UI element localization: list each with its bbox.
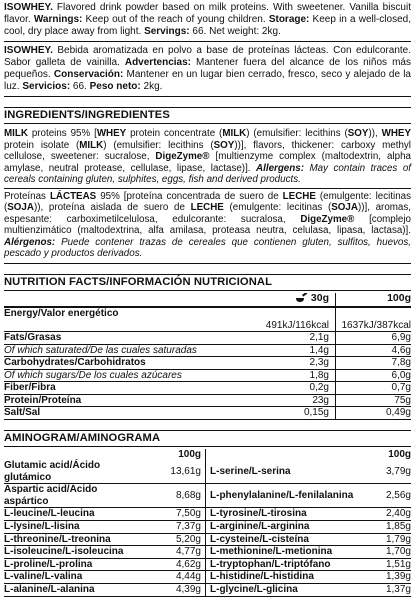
- aminogram-row: [4, 484, 411, 508]
- amino-acid-name: L-glycine/L-glicina: [206, 584, 366, 597]
- aminogram-row: [4, 521, 411, 534]
- amino-acid-name: L-threonine/L-treonina: [4, 533, 144, 546]
- ingredients-title: INGREDIENTS/INGREDIENTES: [4, 109, 170, 121]
- nutrition-row: [4, 357, 411, 370]
- amino-acid-value: 1,39g: [365, 571, 411, 584]
- nutrient-value-100g: 6,0g: [336, 369, 412, 382]
- nutrient-label: Fiber/Fibra: [4, 382, 239, 395]
- nutrient-value-100g: 75g: [336, 394, 412, 407]
- amino-acid-name: L-leucine/L-leucina: [4, 508, 144, 521]
- amino-acid-value: 2,56g: [365, 484, 411, 508]
- amino-acid-name: L-proline/L-prolina: [4, 558, 144, 571]
- nutrient-value-serving: 23g: [239, 394, 336, 407]
- nutrition-row: [4, 320, 411, 332]
- amino-acid-name: L-lysine/L-lisina: [4, 521, 144, 534]
- nutrition-row: [4, 407, 411, 420]
- divider: [4, 263, 411, 264]
- aminogram-col-header-2: 100g: [388, 448, 411, 460]
- serving-column-header: 30g: [310, 291, 329, 304]
- amino-acid-value: 4,44g: [144, 571, 206, 584]
- nutrient-value-serving: 0,15g: [239, 407, 336, 420]
- amino-acid-name: L-isoleucine/L-isoleucina: [4, 546, 144, 559]
- nutrient-value-serving: 1,4g: [239, 344, 336, 357]
- nutrient-value-100g: 0,49g: [336, 407, 412, 420]
- nutrition-table: [4, 293, 411, 309]
- nutrition-row: [4, 369, 411, 382]
- aminogram-row: [4, 546, 411, 559]
- amino-acid-name: L-cysteine/L-cisteína: [206, 533, 366, 546]
- nutrient-value-serving: [239, 308, 336, 320]
- aminogram-row: [4, 508, 411, 521]
- amino-acid-name: L-alanine/L-alanina: [4, 584, 144, 597]
- amino-acid-value: 13,61g: [144, 460, 206, 484]
- amino-acid-value: 7,37g: [144, 521, 206, 534]
- aminogram-row: [4, 558, 411, 571]
- nutrient-value-serving: 2,3g: [239, 357, 336, 370]
- amino-acid-value: 5,20g: [144, 533, 206, 546]
- divider: [4, 107, 411, 108]
- amino-acid-name: Glutamic acid/Ácido glutámico: [4, 460, 144, 484]
- amino-acid-value: 4,77g: [144, 546, 206, 559]
- amino-acid-value: 1,37g: [365, 584, 411, 597]
- amino-acid-name: L-arginine/L-arginina: [206, 521, 366, 534]
- amino-acid-name: L-histidine/L-histidina: [206, 571, 366, 584]
- nutrient-value-serving: 2,1g: [239, 332, 336, 345]
- amino-acid-value: 3,79g: [365, 460, 411, 484]
- nutrient-value-serving: 1,8g: [239, 369, 336, 382]
- aminogram-title: AMINOGRAM/AMINOGRAMA: [4, 431, 161, 444]
- divider: [4, 96, 411, 97]
- divider: [4, 274, 411, 275]
- nutrition-row: [4, 394, 411, 407]
- aminogram-col-header: 100g: [144, 449, 206, 461]
- nutrient-label: [4, 320, 239, 332]
- ingredients-spanish: Proteínas LÁCTEAS 95% [proteína concentrada de suero de LECHE (emulgente: lecitinas (SOJA)), proteína aislada de suero de LECHE (emulgente: lecitinas (SOJA))], aromas, espesante: carboximetilcelulosa, edulcorante: sucralosa, DigeZyme® [complejo multienzimático (maltodextrina, alfa amilasa, proteasa neutra, celulasa, lipasa, lactasa)]. Alérgenos: Puede contener trazas de cereales que contienen gluten, sulfitos, huevos, pescado y productos derivados.: [4, 190, 412, 259]
- scoop-icon: [295, 293, 308, 303]
- divider: [4, 123, 411, 124]
- spanish-description: ISOWHEY. Bebida aromatizada en polvo a base de proteínas lácteas. Con edulcorante. Sabor galleta de vainilla. Advertencias: Mantener fuera del alcance de los niños más pequeños. Conservación: Mantener en un lugar bien cerrado, fresco, seco y alejado de la luz. Servicios: 66. Peso neto: 2kg.: [4, 45, 411, 92]
- amino-acid-value: 4,39g: [144, 584, 206, 597]
- amino-acid-value: 1,85g: [365, 521, 411, 534]
- amino-acid-name: L-methionine/L-metionina: [206, 546, 366, 559]
- 100g-column-header: 100g: [387, 291, 411, 304]
- nutrient-value-100g: 0,7g: [336, 382, 412, 395]
- nutrition-rows: [4, 308, 411, 420]
- amino-acid-name: L-valine/L-valina: [4, 571, 144, 584]
- nutrient-label: Salt/Sal: [4, 407, 239, 420]
- aminogram-header-row: [4, 449, 411, 461]
- amino-acid-name: L-tyrosine/L-tirosina: [206, 508, 366, 521]
- nutrient-label: Protein/Proteína: [4, 394, 239, 407]
- amino-acid-value: 1,70g: [365, 546, 411, 559]
- amino-acid-value: 1,51g: [365, 558, 411, 571]
- divider: [4, 446, 411, 447]
- nutrition-row: [4, 308, 411, 320]
- brand-name: ISOWHEY.: [4, 2, 53, 13]
- aminogram-row: [4, 571, 411, 584]
- ingredients-english: MILK proteins 95% [WHEY protein concentrate (MILK) (emulsifier: lecithins (SOY)), WHEY protein isolate (MILK) (emulsifier: lecithins (SOY))], flavors, thickener: carboxy methyl cellulose, sweetener: sucralose, DigeZyme® [multienzyme complex (maltodextrin, alpha amylase, neutral protease, cellulase, lipase, lactase)]. Allergens: May contain traces of cereals containing gluten, sulphites, eggs, fish and derived products.: [4, 128, 412, 185]
- nutrient-value-100g: 1637kJ/387kcal: [336, 320, 412, 332]
- amino-acid-value: 7,50g: [144, 508, 206, 521]
- aminogram-row: [4, 460, 411, 484]
- nutrient-value-serving: 491kJ/116kcal: [239, 320, 336, 332]
- divider: [4, 290, 411, 291]
- aminogram-table: [4, 449, 411, 597]
- nutrient-value-100g: 6,9g: [336, 332, 412, 345]
- amino-acid-value: 4,62g: [144, 558, 206, 571]
- brand-name-es: ISOWHEY.: [4, 45, 53, 56]
- nutrient-value-100g: 4,6g: [336, 344, 412, 357]
- aminogram-row: [4, 584, 411, 597]
- nutrition-header-row: [4, 293, 411, 305]
- amino-acid-name: L-phenylalanine/L-fenilalanina: [206, 484, 366, 508]
- nutrient-value-serving: 0,2g: [239, 382, 336, 395]
- amino-acid-name: L-tryptophan/L-triptófano: [206, 558, 366, 571]
- nutrient-label: Of which sugars/De los cuales azúcares: [4, 369, 239, 382]
- divider: [4, 430, 411, 431]
- amino-acid-value: 1,79g: [365, 533, 411, 546]
- amino-acid-value: 2,40g: [365, 508, 411, 521]
- divider: [4, 188, 411, 189]
- nutrition-row: [4, 332, 411, 345]
- nutrient-label: Carbohydrates/Carbohidratos: [4, 357, 239, 370]
- amino-acid-value: 8,68g: [144, 484, 206, 508]
- nutrition-row: [4, 382, 411, 395]
- nutrient-value-100g: 7,8g: [336, 357, 412, 370]
- nutrient-label: Fats/Grasas: [4, 332, 239, 345]
- nutrient-value-100g: [336, 308, 412, 320]
- nutrient-label: Energy/Valor energético: [4, 308, 119, 319]
- nutrition-row: [4, 344, 411, 357]
- amino-acid-name: Aspartic acid/Ácido aspártico: [4, 484, 144, 508]
- amino-acid-name: L-serine/L-serina: [206, 460, 366, 484]
- aminogram-row: [4, 533, 411, 546]
- nutrition-title: NUTRITION FACTS/INFORMACIÓN NUTRICIONAL: [4, 275, 273, 288]
- english-description: ISOWHEY. Flavored drink powder based on milk proteins. With sweetener. Vanilla biscuit flavor. Warnings: Keep out of the reach of young children. Storage: Keep in a well-closed, cool, dry place away from light. Servings: 66. Net weight: 2kg.: [4, 2, 411, 37]
- nutrient-label: Of which saturated/De las cuales saturadas: [4, 344, 239, 357]
